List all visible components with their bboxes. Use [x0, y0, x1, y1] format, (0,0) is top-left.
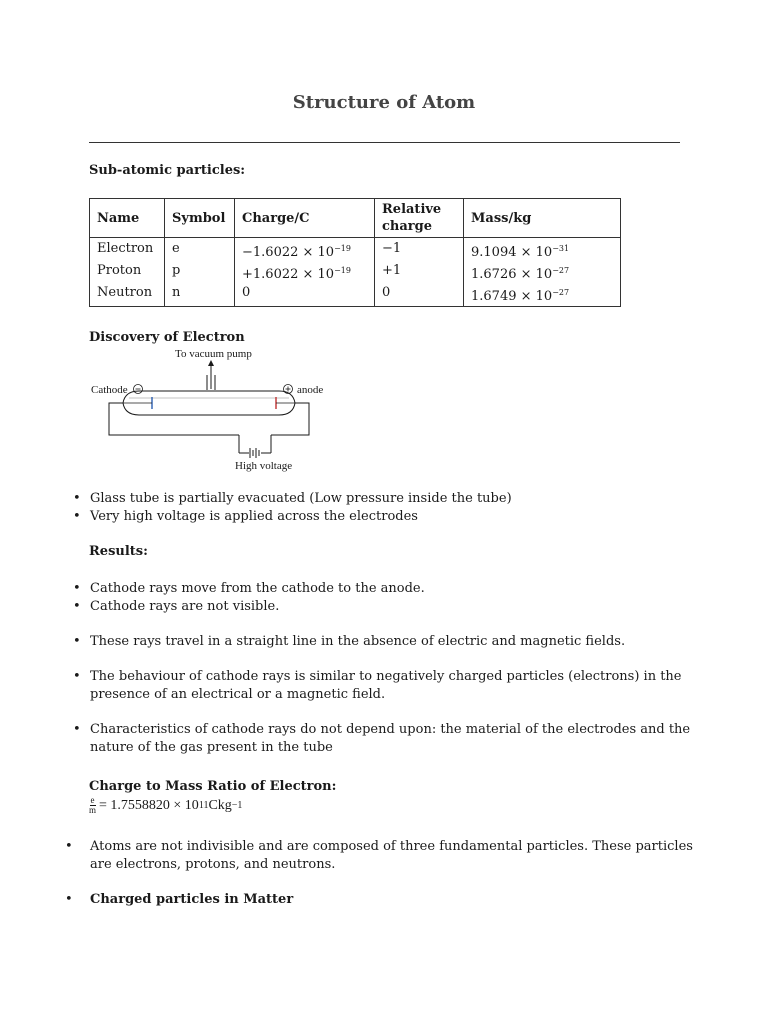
col-symbol-header: Symbol [165, 199, 235, 238]
list-item: • These rays travel in a straight line in the absence of electric and magnetic fields. [73, 634, 626, 649]
list-item: • Very high voltage is applied across the electrodes [73, 509, 418, 524]
particles-table [89, 198, 621, 307]
table-row [90, 262, 621, 284]
col-name-header: Name [90, 199, 165, 238]
cell-charge: $-1.6022 \times 10^{-19}$ [235, 238, 375, 263]
cell-name: Neutron [90, 284, 165, 307]
cell-relative: +1 [375, 262, 464, 284]
cell-charge: 0 [235, 284, 375, 307]
page-title: Structure of Atom [292, 92, 476, 113]
list-item: • Cathode rays are not visible. [73, 599, 280, 614]
results-list [73, 580, 693, 757]
subatomic-heading: Sub-atomic particles: [89, 163, 246, 178]
col-relative-header: Relative charge [375, 199, 464, 238]
cell-relative: −1 [375, 238, 464, 263]
cathode-ray-tube-diagram [89, 345, 324, 475]
cell-name: Electron [90, 238, 165, 263]
cell-mass: $9.1094 \times 10^{-31}$ [464, 238, 621, 263]
e-over-m-fraction: $\frac{e}{m}$ [89, 795, 97, 815]
cell-name: Proton [90, 262, 165, 284]
charge-mass-formula: $\frac{e}{m}$ = 1.7558820 × 10 11 Ckg −1 [89, 795, 243, 815]
cell-relative: 0 [375, 284, 464, 307]
list-item: • Characteristics of cathode rays do not depend upon: the material of the electrodes and the nature of the gas present in the tube [73, 722, 691, 755]
cell-charge: $+1.6022 \times 10^{-19}$ [235, 262, 375, 284]
cathode-label: Cathode [91, 384, 128, 396]
high-voltage-label: High voltage [235, 460, 293, 472]
cell-symbol: e [165, 238, 235, 263]
list-item: • Glass tube is partially evacuated (Low pressure inside the tube) [73, 491, 512, 506]
results-heading: Results: [89, 544, 148, 559]
setup-list [73, 490, 693, 526]
cell-mass: $1.6726 \times 10^{-27}$ [464, 262, 621, 284]
battery-icon [250, 448, 259, 458]
circuit-wire-left [109, 403, 239, 435]
table-row [90, 238, 621, 263]
vacuum-pump-label: To vacuum pump [175, 348, 252, 360]
col-mass-header: Mass/kg [464, 199, 621, 238]
anode-label: anode [297, 384, 324, 396]
list-item: • Atoms are not indivisible and are composed of three fundamental particles. These particles are electrons, protons, and neutrons. [65, 839, 693, 872]
table-header-row [90, 199, 621, 238]
up-arrow-icon [208, 360, 214, 366]
discovery-heading: Discovery of Electron [89, 330, 245, 345]
cell-mass: $1.6749 \times 10^{-27}$ [464, 284, 621, 307]
table-row [90, 284, 621, 307]
list-item: • Charged particles in Matter [65, 892, 294, 907]
atoms-list [65, 838, 695, 909]
circuit-wire-right [271, 403, 309, 435]
cell-symbol: n [165, 284, 235, 307]
title-divider [89, 142, 680, 143]
list-item: • Cathode rays move from the cathode to the anode. [73, 581, 425, 596]
cell-symbol: p [165, 262, 235, 284]
ratio-heading: Charge to Mass Ratio of Electron: [89, 779, 337, 794]
col-charge-header: Charge/C [235, 199, 375, 238]
list-item: • The behaviour of cathode rays is similar to negatively charged particles (electrons) in the presence of an electrical or a magnetic field. [73, 669, 682, 702]
